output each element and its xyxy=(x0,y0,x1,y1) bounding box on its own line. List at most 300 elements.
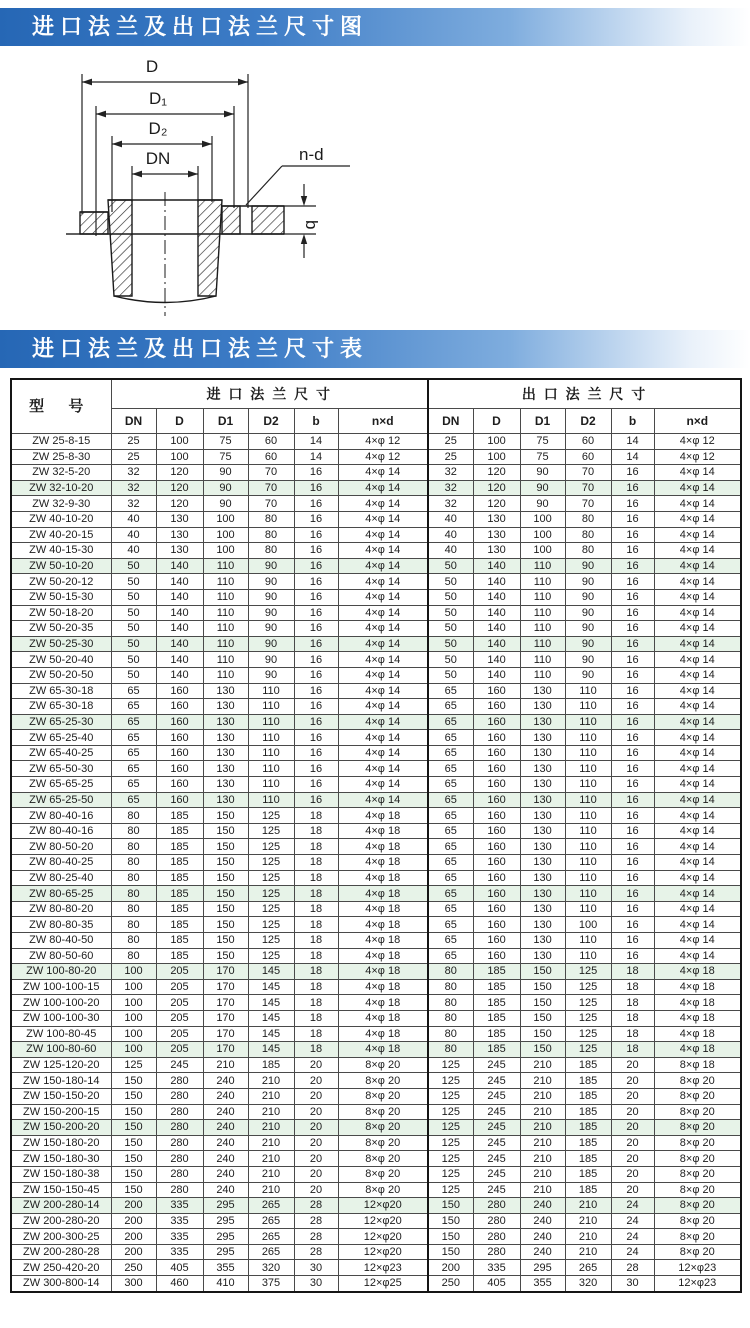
dim-cell: 110 xyxy=(565,823,611,839)
dim-cell: 145 xyxy=(248,964,294,980)
dim-cell: 160 xyxy=(473,792,520,808)
dim-cell: 280 xyxy=(156,1088,203,1104)
dim-cell: 185 xyxy=(156,855,203,871)
dim-cell: 80 xyxy=(111,855,156,871)
dim-cell: 120 xyxy=(156,465,203,481)
dim-cell: 170 xyxy=(203,1042,248,1058)
dim-cell: 90 xyxy=(565,605,611,621)
table-row xyxy=(11,1010,741,1026)
dim-cell: 150 xyxy=(203,948,248,964)
dim-cell: 205 xyxy=(156,964,203,980)
dim-cell: 200 xyxy=(111,1244,156,1260)
dim-cell: 280 xyxy=(473,1229,520,1245)
dim-cell: 32 xyxy=(428,465,473,481)
model-cell: ZW 200-280-14 xyxy=(11,1198,111,1214)
dim-cell: 150 xyxy=(203,855,248,871)
dim-cell: 110 xyxy=(520,621,565,637)
dim-cell: 210 xyxy=(520,1073,565,1089)
dim-cell: 28 xyxy=(294,1244,338,1260)
table-row xyxy=(11,1042,741,1058)
dim-cell: 8×φ 20 xyxy=(654,1135,741,1151)
dim-cell: 8×φ 20 xyxy=(338,1151,428,1167)
table-row xyxy=(11,839,741,855)
dim-cell: 130 xyxy=(520,761,565,777)
dim-cell: 4×φ 14 xyxy=(654,527,741,543)
dim-cell: 140 xyxy=(473,636,520,652)
dim-cell: 210 xyxy=(520,1135,565,1151)
dim-cell: 20 xyxy=(611,1057,654,1073)
dim-cell: 120 xyxy=(473,496,520,512)
dim-cell: 125 xyxy=(428,1166,473,1182)
dim-cell: 28 xyxy=(294,1229,338,1245)
dim-cell: 160 xyxy=(473,714,520,730)
dim-cell: 125 xyxy=(248,933,294,949)
dim-cell: 24 xyxy=(611,1198,654,1214)
dim-cell: 210 xyxy=(520,1104,565,1120)
dim-cell: 300 xyxy=(111,1276,156,1292)
dim-cell: 16 xyxy=(611,917,654,933)
dim-cell: 32 xyxy=(428,496,473,512)
dim-cell: 4×φ 14 xyxy=(654,761,741,777)
dim-cell: 150 xyxy=(520,979,565,995)
dim-cell: 4×φ 12 xyxy=(654,449,741,465)
dim-cell: 335 xyxy=(156,1213,203,1229)
dim-cell: 150 xyxy=(520,995,565,1011)
group-header-row xyxy=(11,379,741,409)
dim-cell: 16 xyxy=(294,480,338,496)
dim-cell: 185 xyxy=(565,1057,611,1073)
dim-cell: 20 xyxy=(611,1104,654,1120)
dim-cell: 80 xyxy=(428,964,473,980)
dim-cell: 200 xyxy=(111,1213,156,1229)
table-row xyxy=(11,761,741,777)
dim-cell: 210 xyxy=(248,1182,294,1198)
dim-cell: 110 xyxy=(565,933,611,949)
dim-cell: 295 xyxy=(203,1244,248,1260)
dim-cell: 4×φ 14 xyxy=(654,480,741,496)
dim-cell: 150 xyxy=(203,839,248,855)
model-cell: ZW 50-10-20 xyxy=(11,558,111,574)
dim-cell: 18 xyxy=(294,886,338,902)
model-cell: ZW 150-180-20 xyxy=(11,1135,111,1151)
dim-cell: 65 xyxy=(428,699,473,715)
dim-cell: 4×φ 14 xyxy=(338,527,428,543)
dim-cell: 18 xyxy=(294,995,338,1011)
dim-cell: 18 xyxy=(294,1026,338,1042)
dim-cell: 110 xyxy=(565,777,611,793)
dim-cell: 140 xyxy=(473,574,520,590)
table-row xyxy=(11,683,741,699)
dim-cell: 125 xyxy=(565,964,611,980)
dim-cell: 125 xyxy=(428,1120,473,1136)
dim-cell: 30 xyxy=(294,1260,338,1276)
dim-cell: 160 xyxy=(473,808,520,824)
table-row xyxy=(11,917,741,933)
table-row xyxy=(11,964,741,980)
dim-cell: 110 xyxy=(565,901,611,917)
model-cell: ZW 80-80-20 xyxy=(11,901,111,917)
dim-cell: 150 xyxy=(203,933,248,949)
dim-cell: 4×φ 14 xyxy=(654,667,741,683)
dim-cell: 12×φ23 xyxy=(338,1260,428,1276)
dim-cell: 65 xyxy=(428,730,473,746)
column-header: D xyxy=(156,409,203,434)
dim-label-D1: D₁ xyxy=(148,89,168,108)
column-header: DN xyxy=(428,409,473,434)
dim-cell: 100 xyxy=(565,917,611,933)
dim-cell: 18 xyxy=(294,933,338,949)
dim-cell: 150 xyxy=(111,1073,156,1089)
dim-cell: 80 xyxy=(248,543,294,559)
dim-cell: 16 xyxy=(294,558,338,574)
dim-cell: 25 xyxy=(428,449,473,465)
dim-cell: 320 xyxy=(248,1260,294,1276)
dim-cell: 205 xyxy=(156,1010,203,1026)
dim-cell: 140 xyxy=(156,667,203,683)
model-cell: ZW 80-80-35 xyxy=(11,917,111,933)
model-cell: ZW 40-15-30 xyxy=(11,543,111,559)
dim-cell: 280 xyxy=(156,1120,203,1136)
dim-cell: 185 xyxy=(565,1166,611,1182)
dim-cell: 4×φ 18 xyxy=(338,901,428,917)
dim-cell: 60 xyxy=(248,449,294,465)
dim-cell: 16 xyxy=(294,652,338,668)
dim-cell: 140 xyxy=(156,621,203,637)
dim-cell: 40 xyxy=(428,527,473,543)
outlet-group-header: 出 口 法 兰 尺 寸 xyxy=(428,379,741,409)
dim-cell: 8×φ 20 xyxy=(654,1182,741,1198)
dim-cell: 100 xyxy=(203,511,248,527)
dim-cell: 240 xyxy=(520,1229,565,1245)
dim-cell: 50 xyxy=(111,621,156,637)
dim-cell: 210 xyxy=(565,1213,611,1229)
dim-cell: 245 xyxy=(473,1120,520,1136)
dim-cell: 150 xyxy=(428,1244,473,1260)
dim-cell: 110 xyxy=(248,714,294,730)
model-cell: ZW 65-65-25 xyxy=(11,777,111,793)
dim-cell: 24 xyxy=(611,1229,654,1245)
model-cell: ZW 100-80-45 xyxy=(11,1026,111,1042)
dim-cell: 4×φ 14 xyxy=(338,714,428,730)
dim-cell: 110 xyxy=(248,792,294,808)
dim-cell: 4×φ 14 xyxy=(654,605,741,621)
dim-cell: 4×φ 18 xyxy=(338,839,428,855)
dim-cell: 100 xyxy=(520,527,565,543)
dim-cell: 65 xyxy=(428,948,473,964)
dim-cell: 4×φ 18 xyxy=(338,870,428,886)
dim-cell: 65 xyxy=(428,901,473,917)
dim-cell: 65 xyxy=(428,839,473,855)
dim-cell: 12×φ20 xyxy=(338,1244,428,1260)
dim-cell: 150 xyxy=(203,870,248,886)
dim-cell: 160 xyxy=(473,917,520,933)
dim-cell: 170 xyxy=(203,1010,248,1026)
dim-cell: 200 xyxy=(428,1260,473,1276)
dim-cell: 185 xyxy=(565,1182,611,1198)
dim-cell: 16 xyxy=(611,667,654,683)
table-row xyxy=(11,1198,741,1214)
dim-cell: 150 xyxy=(428,1213,473,1229)
dim-cell: 150 xyxy=(111,1166,156,1182)
dim-cell: 30 xyxy=(294,1276,338,1292)
bolt-hole-leader-line xyxy=(246,166,350,205)
model-cell: ZW 200-300-25 xyxy=(11,1229,111,1245)
dim-cell: 32 xyxy=(111,465,156,481)
dim-cell: 4×φ 14 xyxy=(338,730,428,746)
dim-cell: 20 xyxy=(611,1135,654,1151)
dim-cell: 140 xyxy=(156,589,203,605)
dim-cell: 210 xyxy=(248,1088,294,1104)
dim-cell: 140 xyxy=(473,589,520,605)
dim-cell: 125 xyxy=(248,886,294,902)
dim-cell: 4×φ 14 xyxy=(654,823,741,839)
model-cell: ZW 100-100-20 xyxy=(11,995,111,1011)
dim-cell: 150 xyxy=(428,1198,473,1214)
dim-cell: 130 xyxy=(520,839,565,855)
dim-cell: 18 xyxy=(294,901,338,917)
dim-cell: 12×φ23 xyxy=(654,1276,741,1292)
dim-cell: 160 xyxy=(156,683,203,699)
column-header: D1 xyxy=(203,409,248,434)
dim-cell: 4×φ 14 xyxy=(654,683,741,699)
column-header: n×d xyxy=(654,409,741,434)
dim-cell: 145 xyxy=(248,995,294,1011)
dim-cell: 120 xyxy=(156,496,203,512)
model-cell: ZW 32-5-20 xyxy=(11,465,111,481)
dim-cell: 145 xyxy=(248,979,294,995)
dim-cell: 4×φ 14 xyxy=(654,948,741,964)
dim-cell: 110 xyxy=(565,745,611,761)
dim-cell: 4×φ 12 xyxy=(338,449,428,465)
model-column-header: 型 号 xyxy=(11,379,111,434)
dim-cell: 20 xyxy=(611,1182,654,1198)
dim-cell: 16 xyxy=(611,948,654,964)
dim-cell: 185 xyxy=(473,1010,520,1026)
dim-cell: 90 xyxy=(248,574,294,590)
dim-cell: 4×φ 14 xyxy=(654,901,741,917)
dim-cell: 90 xyxy=(248,652,294,668)
dim-cell: 130 xyxy=(520,933,565,949)
dim-cell: 245 xyxy=(473,1151,520,1167)
dim-cell: 160 xyxy=(156,730,203,746)
model-cell: ZW 150-180-30 xyxy=(11,1151,111,1167)
dim-cell: 140 xyxy=(156,605,203,621)
dim-cell: 125 xyxy=(428,1057,473,1073)
dim-cell: 150 xyxy=(111,1135,156,1151)
inlet-group-header: 进 口 法 兰 尺 寸 xyxy=(111,379,428,409)
dim-cell: 4×φ 14 xyxy=(338,465,428,481)
dim-cell: 150 xyxy=(520,1042,565,1058)
dim-cell: 4×φ 18 xyxy=(338,1010,428,1026)
table-row xyxy=(11,1276,741,1292)
dim-cell: 90 xyxy=(248,621,294,637)
dim-cell: 65 xyxy=(111,699,156,715)
dim-cell: 150 xyxy=(203,808,248,824)
dim-cell: 50 xyxy=(428,667,473,683)
dim-cell: 150 xyxy=(203,886,248,902)
dim-cell: 160 xyxy=(473,730,520,746)
table-row xyxy=(11,465,741,481)
dim-cell: 160 xyxy=(473,886,520,902)
dim-cell: 20 xyxy=(294,1166,338,1182)
dim-cell: 18 xyxy=(611,1026,654,1042)
dim-cell: 130 xyxy=(203,745,248,761)
dim-cell: 170 xyxy=(203,995,248,1011)
dim-cell: 8×φ 20 xyxy=(338,1166,428,1182)
dim-cell: 16 xyxy=(611,745,654,761)
dim-cell: 8×φ 20 xyxy=(338,1135,428,1151)
dim-cell: 160 xyxy=(473,948,520,964)
dim-cell: 335 xyxy=(473,1260,520,1276)
dim-cell: 65 xyxy=(111,714,156,730)
dim-cell: 12×φ23 xyxy=(654,1260,741,1276)
dim-cell: 145 xyxy=(248,1042,294,1058)
dim-cell: 125 xyxy=(248,823,294,839)
dim-cell: 185 xyxy=(473,979,520,995)
dim-cell: 20 xyxy=(611,1073,654,1089)
dim-cell: 295 xyxy=(520,1260,565,1276)
table-row xyxy=(11,995,741,1011)
dim-cell: 4×φ 18 xyxy=(338,808,428,824)
table-row xyxy=(11,979,741,995)
dim-cell: 4×φ 18 xyxy=(338,964,428,980)
dim-cell: 120 xyxy=(473,480,520,496)
dim-cell: 210 xyxy=(520,1166,565,1182)
dim-cell: 16 xyxy=(611,730,654,746)
dim-cell: 265 xyxy=(565,1260,611,1276)
dim-cell: 140 xyxy=(156,558,203,574)
dim-cell: 18 xyxy=(294,823,338,839)
model-cell: ZW 40-10-20 xyxy=(11,511,111,527)
dim-cell: 16 xyxy=(611,574,654,590)
dim-cell: 16 xyxy=(294,683,338,699)
dim-cell: 130 xyxy=(520,745,565,761)
table-row xyxy=(11,543,741,559)
dim-cell: 185 xyxy=(565,1135,611,1151)
dim-cell: 110 xyxy=(203,605,248,621)
dim-cell: 80 xyxy=(111,948,156,964)
dim-cell: 16 xyxy=(294,777,338,793)
model-cell: ZW 50-18-20 xyxy=(11,605,111,621)
dim-cell: 4×φ 14 xyxy=(338,636,428,652)
dim-cell: 80 xyxy=(428,1042,473,1058)
dim-cell: 4×φ 18 xyxy=(654,1026,741,1042)
dim-cell: 70 xyxy=(248,496,294,512)
dim-cell: 140 xyxy=(473,558,520,574)
dim-cell: 125 xyxy=(248,917,294,933)
table-row xyxy=(11,1104,741,1120)
dim-cell: 210 xyxy=(520,1088,565,1104)
model-cell: ZW 100-80-60 xyxy=(11,1042,111,1058)
dim-cell: 18 xyxy=(294,964,338,980)
dim-cell: 265 xyxy=(248,1229,294,1245)
dim-cell: 405 xyxy=(473,1276,520,1292)
dim-cell: 65 xyxy=(428,777,473,793)
dim-cell: 160 xyxy=(473,901,520,917)
dim-cell: 4×φ 18 xyxy=(654,1010,741,1026)
dim-label-b: b xyxy=(302,220,321,230)
model-cell: ZW 150-150-20 xyxy=(11,1088,111,1104)
dim-cell: 4×φ 14 xyxy=(654,745,741,761)
dim-cell: 90 xyxy=(565,558,611,574)
dim-cell: 185 xyxy=(156,933,203,949)
dim-cell: 20 xyxy=(294,1151,338,1167)
dim-cell: 280 xyxy=(473,1198,520,1214)
dim-cell: 14 xyxy=(611,449,654,465)
table-row xyxy=(11,1213,741,1229)
dim-cell: 4×φ 14 xyxy=(654,543,741,559)
dim-cell: 110 xyxy=(248,761,294,777)
dim-cell: 80 xyxy=(111,901,156,917)
dim-cell: 80 xyxy=(565,543,611,559)
dim-cell: 295 xyxy=(203,1213,248,1229)
dim-cell: 28 xyxy=(294,1213,338,1229)
dim-cell: 110 xyxy=(248,683,294,699)
dim-cell: 16 xyxy=(294,761,338,777)
table-row xyxy=(11,1057,741,1073)
dim-cell: 4×φ 14 xyxy=(338,745,428,761)
model-cell: ZW 150-180-14 xyxy=(11,1073,111,1089)
dim-cell: 150 xyxy=(111,1120,156,1136)
table-row xyxy=(11,449,741,465)
dim-cell: 160 xyxy=(473,761,520,777)
dim-cell: 110 xyxy=(565,808,611,824)
column-header: n×d xyxy=(338,409,428,434)
dim-cell: 18 xyxy=(294,979,338,995)
dim-cell: 4×φ 14 xyxy=(654,574,741,590)
table-row xyxy=(11,1088,741,1104)
dim-cell: 90 xyxy=(248,605,294,621)
dim-cell: 40 xyxy=(111,511,156,527)
dim-cell: 16 xyxy=(294,730,338,746)
dim-cell: 14 xyxy=(294,434,338,450)
table-row xyxy=(11,589,741,605)
dim-cell: 4×φ 14 xyxy=(338,511,428,527)
dim-cell: 410 xyxy=(203,1276,248,1292)
dim-cell: 16 xyxy=(611,621,654,637)
dim-cell: 4×φ 14 xyxy=(654,699,741,715)
dim-cell: 110 xyxy=(203,621,248,637)
table-row xyxy=(11,1073,741,1089)
dim-cell: 210 xyxy=(248,1073,294,1089)
dim-cell: 210 xyxy=(520,1151,565,1167)
dim-cell: 110 xyxy=(565,683,611,699)
dim-cell: 320 xyxy=(565,1276,611,1292)
dim-cell: 140 xyxy=(473,652,520,668)
dim-cell: 100 xyxy=(520,511,565,527)
table-row xyxy=(11,480,741,496)
dim-cell: 4×φ 14 xyxy=(338,480,428,496)
dim-cell: 16 xyxy=(611,699,654,715)
dim-cell: 110 xyxy=(565,855,611,871)
dim-cell: 130 xyxy=(520,855,565,871)
dim-cell: 240 xyxy=(520,1213,565,1229)
dim-cell: 65 xyxy=(428,714,473,730)
table-row xyxy=(11,808,741,824)
dim-cell: 240 xyxy=(203,1135,248,1151)
table-row xyxy=(11,730,741,746)
dim-cell: 50 xyxy=(428,621,473,637)
dim-cell: 280 xyxy=(473,1213,520,1229)
dim-cell: 90 xyxy=(203,465,248,481)
model-cell: ZW 80-50-20 xyxy=(11,839,111,855)
dim-cell: 90 xyxy=(565,667,611,683)
dim-cell: 90 xyxy=(248,589,294,605)
dim-cell: 240 xyxy=(203,1166,248,1182)
dim-cell: 210 xyxy=(520,1120,565,1136)
dim-cell: 16 xyxy=(611,605,654,621)
dim-cell: 4×φ 14 xyxy=(338,667,428,683)
